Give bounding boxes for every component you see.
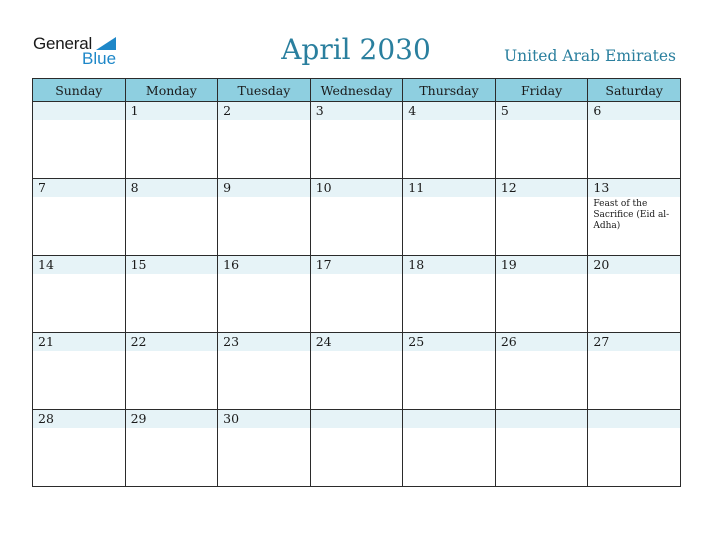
day-cell (125, 179, 218, 256)
day-number: 9 (218, 179, 310, 197)
week-row (33, 179, 681, 256)
day-cell (33, 256, 126, 333)
day-cell (495, 410, 588, 487)
day-number: 25 (403, 333, 495, 351)
day-cell (588, 410, 681, 487)
day-number: 21 (33, 333, 125, 351)
weekday-saturday: Saturday (588, 79, 681, 102)
day-number: 3 (311, 102, 403, 120)
day-number: 19 (496, 256, 588, 274)
day-number: 14 (33, 256, 125, 274)
day-number: 22 (126, 333, 218, 351)
day-cell (33, 333, 126, 410)
day-cell (403, 410, 496, 487)
logo-word-blue: Blue (82, 49, 117, 68)
day-cell (33, 179, 126, 256)
day-cell (125, 410, 218, 487)
weekday-monday: Monday (125, 79, 218, 102)
day-cell (403, 179, 496, 256)
day-number: 15 (126, 256, 218, 274)
week-row (33, 333, 681, 410)
day-cell (218, 179, 311, 256)
day-number: 12 (496, 179, 588, 197)
day-cell (588, 102, 681, 179)
day-number: 1 (126, 102, 218, 120)
day-number (588, 410, 680, 428)
day-cell (310, 410, 403, 487)
day-number: 27 (588, 333, 680, 351)
day-number: 2 (218, 102, 310, 120)
day-number: 17 (311, 256, 403, 274)
day-cell (403, 256, 496, 333)
holiday-label: Feast of the Sacrifice (Eid al-Adha) (593, 199, 670, 231)
day-cell (588, 333, 681, 410)
day-cell (403, 333, 496, 410)
day-cell (403, 102, 496, 179)
day-number: 26 (496, 333, 588, 351)
day-number: 20 (588, 256, 680, 274)
day-number: 18 (403, 256, 495, 274)
day-number: 28 (33, 410, 125, 428)
day-number (311, 410, 403, 428)
logo-word-general: General (33, 34, 93, 53)
day-number: 30 (218, 410, 310, 428)
day-number: 13 (588, 179, 680, 197)
weekday-thursday: Thursday (403, 79, 496, 102)
day-cell (218, 410, 311, 487)
week-row (33, 102, 681, 179)
generalblue-logo (33, 34, 133, 70)
day-cell (310, 102, 403, 179)
day-number: 11 (403, 179, 495, 197)
weekday-friday: Friday (495, 79, 588, 102)
day-cell (125, 102, 218, 179)
day-cell (310, 179, 403, 256)
day-cell (33, 410, 126, 487)
day-cell (218, 102, 311, 179)
day-number: 24 (311, 333, 403, 351)
day-cell (125, 256, 218, 333)
day-number (496, 410, 588, 428)
day-number: 23 (218, 333, 310, 351)
week-row (33, 256, 681, 333)
weekday-wednesday: Wednesday (310, 79, 403, 102)
day-number (403, 410, 495, 428)
country-label: United Arab Emirates (504, 47, 676, 65)
day-cell (495, 102, 588, 179)
day-number: 5 (496, 102, 588, 120)
day-number: 29 (126, 410, 218, 428)
day-number (33, 102, 125, 120)
day-number: 6 (588, 102, 680, 120)
day-number: 8 (126, 179, 218, 197)
day-cell (33, 102, 126, 179)
day-cell (588, 179, 681, 256)
day-number: 7 (33, 179, 125, 197)
weekday-header-row (33, 79, 681, 102)
day-number: 4 (403, 102, 495, 120)
day-cell (310, 333, 403, 410)
day-cell (495, 256, 588, 333)
weekday-tuesday: Tuesday (218, 79, 311, 102)
day-cell (218, 333, 311, 410)
day-cell (588, 256, 681, 333)
day-cell (310, 256, 403, 333)
week-row (33, 410, 681, 487)
day-cell (125, 333, 218, 410)
day-number: 10 (311, 179, 403, 197)
day-cell (495, 179, 588, 256)
calendar-title: April 2030 (281, 33, 431, 66)
calendar-grid (32, 78, 681, 487)
weekday-sunday: Sunday (33, 79, 126, 102)
day-cell (218, 256, 311, 333)
day-cell (495, 333, 588, 410)
day-number: 16 (218, 256, 310, 274)
